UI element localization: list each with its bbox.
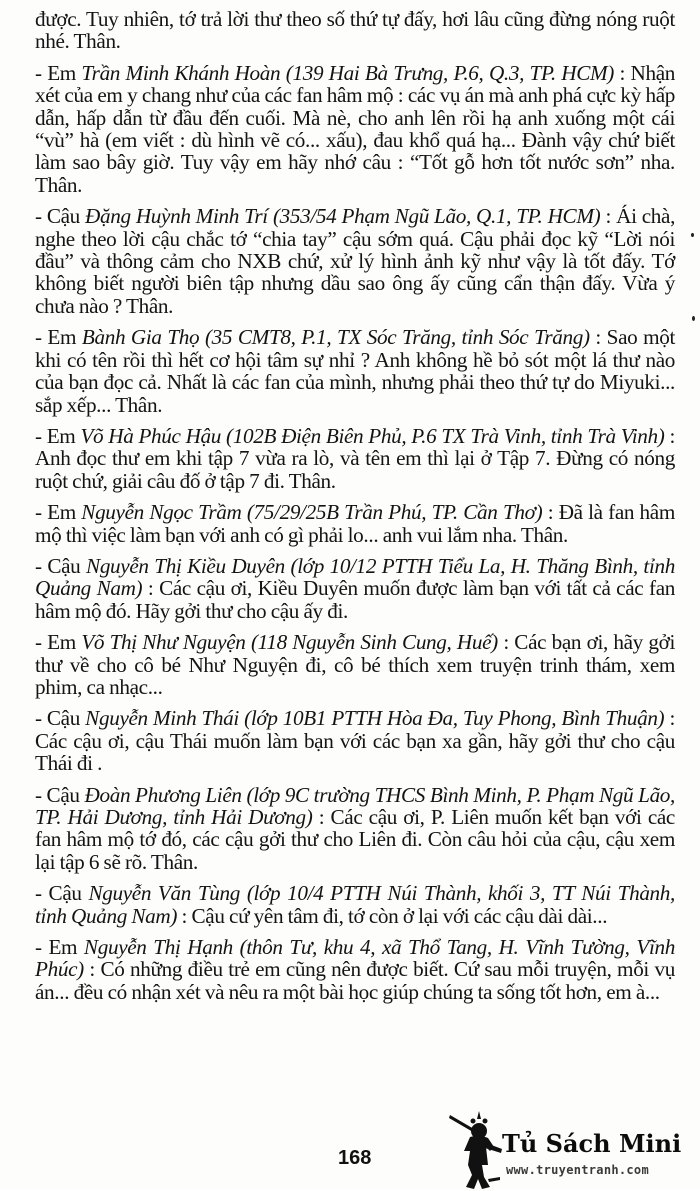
- reply-text: : Sao một khi có tên rồi thì hết cơ hội tâm sự nhỉ ? Anh không hề bỏ sót một lá thư nào của bạn đọc cả. Nhất là các fan của mình, nhưng phải theo thứ tự do Miyuki... sắp xếp... Thân.: [35, 325, 675, 417]
- page-number: 168: [338, 1147, 372, 1169]
- reader-name: Đặng Huỳnh Minh Trí: [85, 204, 268, 229]
- salutation: - Cậu: [35, 553, 87, 578]
- letter-reply-6: [35, 555, 675, 622]
- scan-speck: [692, 316, 695, 321]
- reader-address: (lớp 9C trường THCS Bình Minh, P. Phạm Ngũ Lão, TP. Hải Dương, tỉnh Hải Dương): [35, 782, 675, 829]
- salutation: - Em: [35, 500, 82, 525]
- reader-address: (lớp 10B1 PTTH Hòa Đa, Tuy Phong, Bình Thuận): [238, 706, 665, 731]
- scan-speck: [691, 233, 694, 237]
- reader-address: (35 CMT8, P.1, TX Sóc Trăng, tỉnh Sóc Trăng): [199, 325, 590, 350]
- letter-reply-10: [35, 882, 675, 927]
- reader-name: Võ Hà Phúc Hậu: [80, 423, 222, 448]
- reader-address: (102B Điện Biên Phủ, P.6 TX Trà Vinh, tỉnh Trà Vinh): [221, 423, 665, 448]
- reply-text: được. Tuy nhiên, tớ trả lời thư theo số thứ tự đấy, hơi lâu cũng đừng nóng ruột nhé. Thân.: [35, 7, 675, 54]
- reader-name: Nguyễn Thị Kiều Duyên: [86, 553, 285, 578]
- page-footer: [0, 1105, 700, 1190]
- letter-reply-11: [35, 936, 675, 1003]
- reply-text: : Các cậu ơi, Kiều Duyên muốn được làm bạn với tất cả các fan hâm mộ đó. Hãy gởi thư cho cậu ấy đi.: [35, 576, 675, 623]
- reader-address: (lớp 10/4 PTTH Núi Thành, khối 3, TT Núi Thành, tỉnh Quảng Nam): [35, 881, 675, 928]
- logo-title: Tủ Sách Mini: [502, 1129, 682, 1158]
- reader-name: Nguyễn Văn Tùng: [88, 881, 240, 906]
- reply-text: : Ái chà, nghe theo lời cậu chắc tớ “chia tay” cậu sớm quá. Cậu phải đọc kỹ “Lời nói đầu” và thông cảm cho NXB chứ, xử lý hình ảnh kỹ như vậy là tốt đấy. Tớ không biết người biên tập nhưng dầu sao ông ấy cũng cẩn thận đấy. Vừa ý chưa nào ? Thân.: [35, 204, 676, 318]
- salutation: - Em: [35, 60, 82, 85]
- reader-address: (75/29/25B Trần Phú, TP. Cần Thơ): [241, 500, 543, 525]
- logo-url: www.truyentranh.com: [506, 1163, 649, 1177]
- letter-reply-0: [35, 8, 675, 53]
- reply-text: : Các cậu ơi, P. Liên muốn kết bạn với các fan hâm mộ tớ đó, các cậu gởi thư cho Liên đi. Còn câu hỏi của cậu, cậu xem lại tập 6 sẽ rõ. Thân.: [35, 805, 675, 874]
- salutation: - Cậu: [35, 204, 86, 229]
- publisher-logo: [444, 1105, 694, 1190]
- reply-text: : Anh đọc thư em khi tập 7 vừa ra lò, và tên em thì lại ở Tập 7. Đừng có nóng ruột chứ, giải câu đố ở tập 7 đi. Thân.: [35, 423, 676, 493]
- salutation: - Em: [35, 630, 82, 655]
- letter-reply-7: [35, 631, 675, 698]
- letter-reply-8: [35, 707, 675, 774]
- letter-reply-1: [35, 62, 675, 196]
- reader-name: Nguyễn Ngọc Trầm: [81, 500, 242, 525]
- salutation: - Cậu: [35, 881, 89, 906]
- reply-text: : Các cậu ơi, cậu Thái muốn làm bạn với các bạn xa gần, hãy gởi thư cho cậu Thái đi .: [35, 706, 675, 776]
- reader-address: (lớp 10/12 PTTH Tiểu La, H. Thăng Bình, tỉnh Quảng Nam): [35, 553, 675, 601]
- reply-text: : Cậu cứ yên tâm đi, tớ còn ở lại với các cậu dài dài...: [177, 903, 608, 928]
- salutation: - Cậu: [35, 782, 85, 807]
- reply-text: : Nhận xét của em y chang như của các fan hâm mộ : các vụ án mà anh phá cực kỳ hấp dẫn, hấp dẫn từ đầu đến cuối. Mà nè, cho anh lên rồi hạ anh xuống một cái “vù” hà (em viết : dù hình vẽ có... xấu), đau khổ quá hạ... Đành vậy chứ biết làm sao bây giờ. Tuy vậy em hãy nhớ câu : “Tốt gỗ hơn tốt nước sơn” nha. Thân.: [35, 60, 675, 197]
- reader-address: (118 Nguyễn Sinh Cung, Huế): [245, 630, 498, 655]
- letter-reply-5: [35, 501, 675, 546]
- reader-address: (thôn Tư, khu 4, xã Thổ Tang, H. Vĩnh Tường, Vĩnh Phúc): [35, 935, 675, 982]
- reader-name: Đoàn Phương Liên: [84, 782, 242, 807]
- reader-name: Trần Minh Khánh Hoàn: [81, 60, 281, 85]
- reader-name: Nguyễn Thị Hạnh: [83, 935, 233, 960]
- reply-text: : Đã là fan hâm mộ thì việc làm bạn với anh có gì phải lo... anh vui lắm nha. Thân.: [35, 500, 675, 547]
- salutation: - Em: [35, 935, 84, 960]
- salutation: - Em: [35, 423, 81, 448]
- reply-text: : Các bạn ơi, hãy gởi thư về cho cô bé Như Nguyện đi, cô bé thích xem truyện trinh thám, xem phim, ca nhạc...: [35, 630, 675, 699]
- reader-address: (353/54 Phạm Ngũ Lão, Q.1, TP. HCM): [267, 204, 601, 229]
- letter-reply-2: [35, 205, 675, 317]
- reader-name: Võ Thị Như Nguyện: [81, 630, 246, 655]
- reader-name: Nguyễn Minh Thái: [85, 706, 239, 731]
- reader-address: (139 Hai Bà Trưng, P.6, Q.3, TP. HCM): [280, 60, 614, 85]
- letter-reply-4: [35, 425, 675, 492]
- letter-reply-3: [35, 326, 675, 416]
- salutation: - Em: [35, 325, 82, 350]
- letter-reply-9: [35, 784, 675, 874]
- salutation: - Cậu: [35, 706, 86, 731]
- letters-column: [35, 8, 675, 1012]
- reply-text: : Có những điều trẻ em cũng nên được biết. Cứ sau mỗi truyện, mỗi vụ án... đều có nhận xét và nêu ra một bài học giúp chúng ta sống tốt hơn, em à...: [35, 957, 675, 1004]
- reader-name: Bành Gia Thọ: [81, 325, 200, 350]
